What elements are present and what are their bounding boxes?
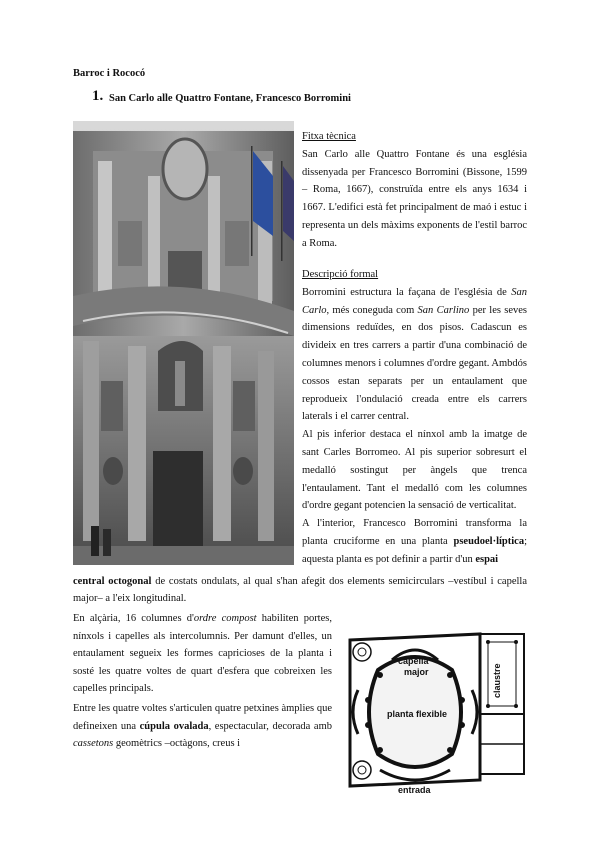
plan-label-entrada: entrada — [398, 785, 431, 795]
text-run-italic: ordre compost — [193, 613, 257, 624]
descripcio-paragraph-4 — [73, 610, 332, 753]
text-run-italic: San Carlo — [302, 286, 527, 316]
text-run: Borromini estructura la façana de l'església de — [302, 286, 512, 298]
facade-photo — [73, 121, 294, 565]
text-run: A l'interior, Francesco Borromini transforma la planta cruciforme en una planta — [302, 518, 527, 547]
text-run: de costats ondulats, al qual s'han afegit dos elements semicirculars –vestíbul i capella major– a l'eix longitudinal. — [73, 576, 527, 605]
text-run: , més coneguda com — [326, 304, 418, 316]
text-run: Entre les quatre voltes s'articulen quatre petxines àmplies que defineixen una — [73, 702, 332, 732]
ficha-heading: Fitxa tècnica — [302, 131, 356, 142]
text-run: ; — [524, 535, 527, 547]
descripcio-paragraph-3-start — [302, 515, 527, 568]
text-run: per les seves dimensions reduïdes, en dos pisos. Cadascun es divideix en tres carrers a partir d'una combinació de columnes menors i columnes d'ordre gegant. Ambdós cossos estan separats per un entaulament que reprodueix l'ondulació creada entre els carrers laterals i el carrer central. — [302, 304, 527, 423]
text-run-bold: cúpula ovalada — [139, 720, 209, 732]
descripcio-paragraph-3-end — [73, 573, 527, 608]
text-run: En alçària, 16 columnes d' — [73, 613, 194, 624]
text-run: , espectacular, decorada amb — [208, 720, 332, 732]
descripcio-heading: Descripció formal — [302, 269, 379, 280]
section-title: San Carlo alle Quattro Fontane, Francesco Borromini — [109, 93, 351, 104]
descripcio-paragraph-2: Al pis inferior destaca el nínxol amb la imatge de sant Carles Borromeo. Al pis superior sobresurt el medalló sostingut per àngels que trenca l'entaulament. Tant el medalló com les columnes d'ordre gegant potencien la sensació de verticalitat. — [302, 429, 527, 512]
plan-label-capella: capella — [398, 656, 429, 666]
text-run-bold: espai — [475, 553, 499, 565]
descripcio-paragraph-1 — [302, 284, 527, 426]
ficha-text: San Carlo alle Quattro Fontane és una església dissenyada per Francesco Borromini (Bissone, 1599 – Roma, 1667), construïda entre els anys 1634 i 1667. L'edifici està fet principalment de maó i estuc i representa un dels màxims exponents de l'estil barroc a Roma. — [302, 148, 527, 249]
plan-label-planta: planta flexible — [387, 709, 448, 719]
descripcio-formal — [302, 266, 527, 569]
text-run: habiliten portes, nínxols i capelles als intercolumnis. Per damunt d'elles, un entaulament segueix les formes capricioses de la planta i sosté les quatre voltes de quart d'esfera que cobreixen les capelles principals. — [73, 613, 332, 695]
text-run-bold: central octogonal — [73, 576, 152, 587]
ficha-tecnica — [302, 128, 527, 253]
text-run-bold: pseudoel·líptica — [453, 535, 525, 547]
text-run: geomètrics –octàgons, creus i — [113, 738, 241, 750]
section-number: 1. — [92, 88, 104, 104]
text-run-italic: San Carlino — [417, 304, 470, 316]
document-title: Barroc i Rococó — [73, 68, 146, 79]
text-run: aquesta planta es pot definir a partir d'un — [302, 553, 476, 565]
floor-plan-figure — [340, 630, 527, 796]
plan-label-major: major — [404, 667, 429, 677]
text-run-italic: cassetons — [73, 738, 114, 750]
plan-label-claustre: claustre — [492, 663, 502, 698]
